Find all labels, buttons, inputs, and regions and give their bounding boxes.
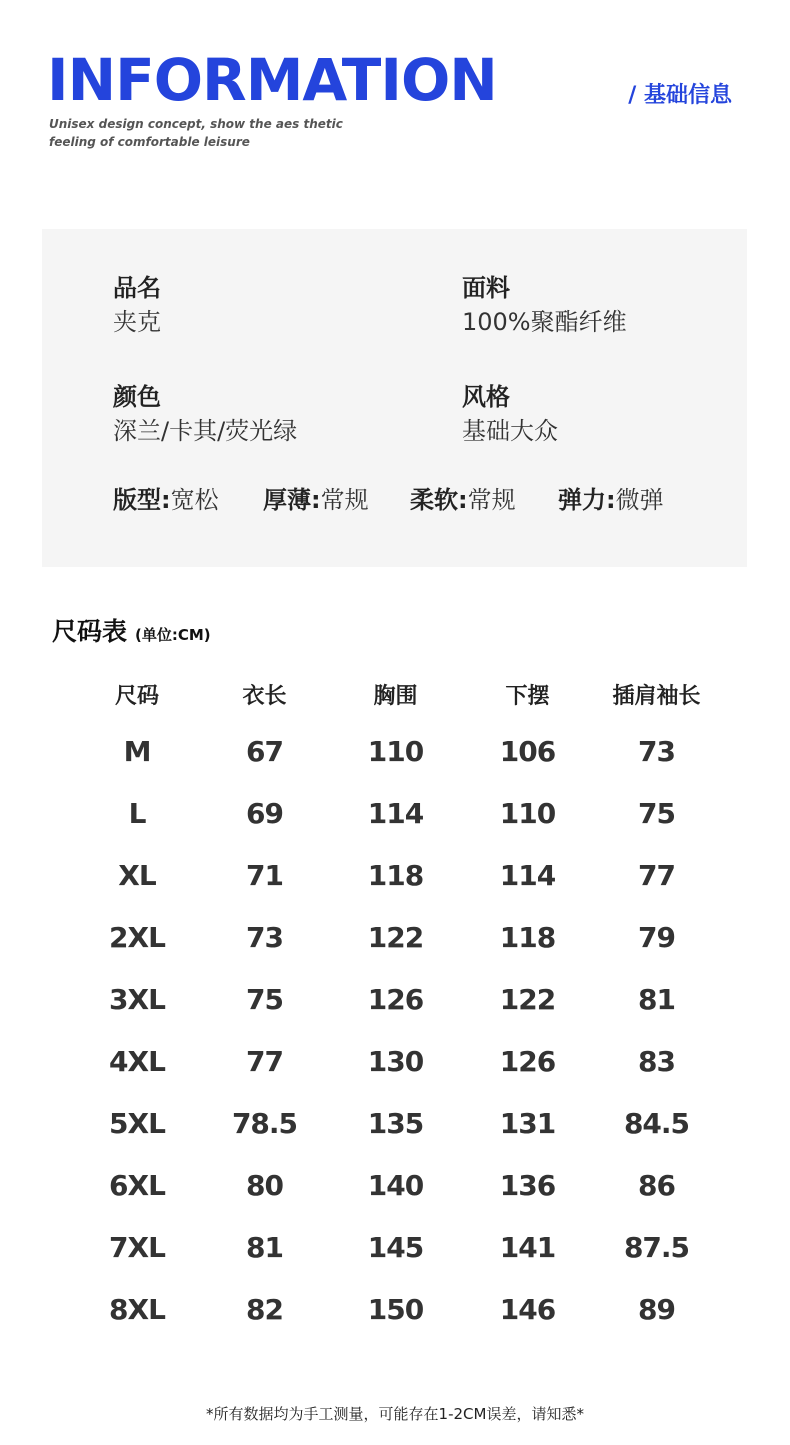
cell-length: 81 bbox=[246, 1230, 283, 1264]
cell-sleeve: 89 bbox=[638, 1292, 675, 1326]
table-row bbox=[72, 720, 722, 782]
cell-hem: 146 bbox=[499, 1292, 556, 1326]
cell-length: 78.5 bbox=[231, 1106, 298, 1140]
table-row bbox=[72, 1154, 722, 1216]
cell-length: 73 bbox=[246, 920, 283, 954]
cell-sleeve: 86 bbox=[638, 1168, 675, 1202]
cell-sleeve: 84.5 bbox=[623, 1106, 690, 1140]
attr-softness bbox=[410, 484, 516, 516]
attr-thickness-value: 常规 bbox=[320, 486, 369, 514]
cell-length: 67 bbox=[246, 734, 283, 768]
cell-hem: 110 bbox=[499, 796, 556, 830]
cell-length: 69 bbox=[246, 796, 283, 830]
cell-size: 8XL bbox=[109, 1292, 165, 1326]
info-fabric-label: 面料 bbox=[462, 274, 510, 302]
attr-softness-value: 常规 bbox=[467, 486, 516, 514]
cell-sleeve: 73 bbox=[638, 734, 675, 768]
cell-chest: 130 bbox=[367, 1044, 424, 1078]
header-cell-chest: 胸围 bbox=[373, 683, 418, 709]
cell-length: 75 bbox=[246, 982, 283, 1016]
cell-sleeve: 83 bbox=[638, 1044, 675, 1078]
measurement-note: *所有数据均为手工测量，可能存在1-2CM误差，请知悉* bbox=[206, 1405, 584, 1423]
cell-sleeve: 79 bbox=[638, 920, 675, 954]
header-cell-length: 衣长 bbox=[242, 683, 287, 709]
cell-size: 6XL bbox=[109, 1168, 165, 1202]
cell-hem: 131 bbox=[499, 1106, 556, 1140]
size-chart-title: 尺码表 bbox=[52, 617, 128, 646]
info-color-label: 颜色 bbox=[113, 383, 161, 411]
cell-hem: 118 bbox=[499, 920, 556, 954]
cell-size: M bbox=[123, 734, 151, 768]
page-subtitle bbox=[49, 115, 379, 151]
size-chart-unit: (单位:CM) bbox=[135, 626, 211, 644]
subtitle-line-2: feeling of comfortable leisure bbox=[49, 135, 250, 149]
cell-size: 4XL bbox=[109, 1044, 165, 1078]
cell-chest: 122 bbox=[367, 920, 424, 954]
info-color bbox=[113, 381, 297, 449]
info-name-label: 品名 bbox=[113, 274, 161, 302]
attr-fit bbox=[113, 484, 219, 516]
table-row bbox=[72, 1278, 722, 1340]
cell-chest: 145 bbox=[367, 1230, 424, 1264]
attr-softness-label: 柔软: bbox=[410, 486, 468, 514]
info-name bbox=[113, 272, 161, 340]
size-table bbox=[72, 668, 722, 1340]
info-fabric-value: 100%聚酯纤维 bbox=[462, 308, 627, 336]
table-row bbox=[72, 1216, 722, 1278]
cell-chest: 126 bbox=[367, 982, 424, 1016]
info-style-value: 基础大众 bbox=[462, 417, 558, 445]
cell-chest: 135 bbox=[367, 1106, 424, 1140]
attr-elasticity bbox=[558, 484, 664, 516]
cell-size: L bbox=[128, 796, 146, 830]
table-row bbox=[72, 782, 722, 844]
cell-size: 5XL bbox=[109, 1106, 165, 1140]
cell-chest: 118 bbox=[367, 858, 424, 892]
info-color-value: 深兰/卡其/荧光绿 bbox=[113, 417, 298, 445]
attr-thickness bbox=[263, 484, 369, 516]
cell-hem: 141 bbox=[499, 1230, 556, 1264]
cell-length: 82 bbox=[246, 1292, 283, 1326]
cell-sleeve: 87.5 bbox=[623, 1230, 690, 1264]
cell-size: XL bbox=[118, 858, 156, 892]
size-chart-heading bbox=[52, 612, 211, 648]
header-cell-sleeve: 插肩袖长 bbox=[612, 683, 701, 709]
attr-fit-label: 版型: bbox=[113, 486, 171, 514]
attr-fit-value: 宽松 bbox=[170, 486, 219, 514]
table-row bbox=[72, 906, 722, 968]
subtitle-line-1: Unisex design concept, show the aes thetic bbox=[49, 117, 343, 131]
header-cell-hem: 下摆 bbox=[505, 683, 550, 709]
cell-size: 7XL bbox=[109, 1230, 165, 1264]
attr-elasticity-value: 微弹 bbox=[615, 486, 664, 514]
cell-chest: 110 bbox=[367, 734, 424, 768]
attr-thickness-label: 厚薄: bbox=[263, 486, 321, 514]
size-table-body bbox=[72, 720, 722, 1340]
cell-sleeve: 81 bbox=[638, 982, 675, 1016]
cell-sleeve: 75 bbox=[638, 796, 675, 830]
info-style-label: 风格 bbox=[462, 383, 510, 411]
cell-length: 80 bbox=[246, 1168, 283, 1202]
cell-hem: 126 bbox=[499, 1044, 556, 1078]
section-label: / 基础信息 bbox=[628, 83, 732, 108]
table-row bbox=[72, 1030, 722, 1092]
cell-chest: 114 bbox=[367, 796, 424, 830]
cell-length: 71 bbox=[246, 858, 283, 892]
cell-hem: 106 bbox=[499, 734, 556, 768]
attr-elasticity-label: 弹力: bbox=[558, 486, 616, 514]
table-row bbox=[72, 968, 722, 1030]
table-row bbox=[72, 844, 722, 906]
header-cell-size: 尺码 bbox=[114, 683, 159, 709]
info-style bbox=[462, 381, 558, 449]
cell-chest: 150 bbox=[367, 1292, 424, 1326]
cell-size: 3XL bbox=[109, 982, 165, 1016]
cell-chest: 140 bbox=[367, 1168, 424, 1202]
cell-hem: 122 bbox=[499, 982, 556, 1016]
cell-hem: 114 bbox=[499, 858, 556, 892]
cell-length: 77 bbox=[246, 1044, 283, 1078]
info-name-value: 夹克 bbox=[113, 308, 161, 336]
page-title: INFORMATION bbox=[47, 46, 497, 114]
info-fabric bbox=[462, 272, 627, 340]
table-row bbox=[72, 1092, 722, 1154]
size-table-header bbox=[72, 668, 722, 720]
cell-size: 2XL bbox=[109, 920, 165, 954]
cell-sleeve: 77 bbox=[638, 858, 675, 892]
cell-hem: 136 bbox=[499, 1168, 556, 1202]
